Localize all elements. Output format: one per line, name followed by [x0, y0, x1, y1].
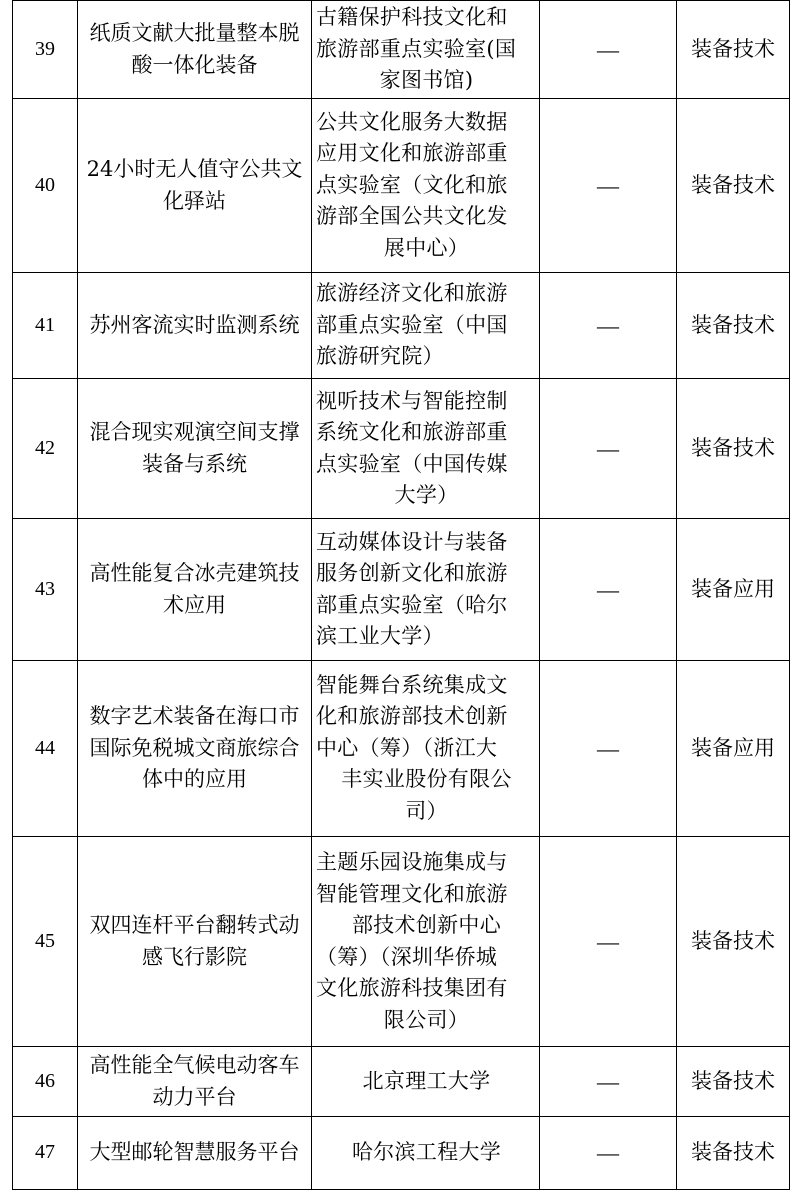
category-cell: 装备应用 [677, 519, 790, 661]
lab-line: 展中心） [383, 235, 470, 260]
note-cell: — [540, 1047, 677, 1117]
lab-name [312, 519, 540, 661]
lab-line: 司） [405, 798, 448, 823]
project-name: 24小时无人值守公共文化驿站 [78, 99, 312, 273]
project-name: 高性能全气候电动客车动力平台 [78, 1047, 312, 1117]
table-row [13, 273, 790, 379]
table-row [13, 379, 790, 519]
row-number: 45 [13, 837, 78, 1047]
lab-name [312, 837, 540, 1047]
note-cell: — [540, 837, 677, 1047]
category-cell: 装备技术 [677, 1047, 790, 1117]
lab-name [312, 99, 540, 273]
category-cell: 装备技术 [677, 837, 790, 1047]
lab-name [312, 379, 540, 519]
lab-name [312, 1047, 540, 1117]
lab-line: 家图书馆) [379, 68, 474, 93]
table-row [13, 1, 790, 99]
lab-name [312, 1117, 540, 1190]
row-number: 47 [13, 1117, 78, 1190]
category-cell: 装备技术 [677, 1117, 790, 1190]
lab-line: 智能管理文化和旅游 [316, 881, 508, 906]
lab-line: 旅游研究院） [316, 344, 444, 369]
row-number: 46 [13, 1047, 78, 1117]
note-cell: — [540, 379, 677, 519]
project-name: 高性能复合冰壳建筑技术应用 [78, 519, 312, 661]
lab-line: 古籍保护科技文化和 [316, 5, 508, 30]
projects-table [12, 0, 790, 1190]
category-cell: 装备应用 [677, 661, 790, 837]
lab-line: 点实验室（中国传媒 [316, 451, 508, 476]
lab-name [312, 273, 540, 379]
table-row [13, 1117, 790, 1190]
lab-line: 哈尔滨工程大学 [351, 1140, 502, 1165]
category-cell: 装备技术 [677, 99, 790, 273]
lab-line: 部技术创新中心 [351, 913, 502, 937]
lab-line: 丰实业股份有限公 [341, 767, 512, 792]
table-row [13, 837, 790, 1047]
table-body [13, 1, 790, 1190]
note-cell: — [540, 273, 677, 379]
lab-name [312, 1, 540, 99]
lab-line: 公共文化服务大数据 [316, 109, 508, 134]
table-row [13, 519, 790, 661]
lab-name [312, 661, 540, 837]
lab-line: 滨工业大学） [316, 624, 444, 648]
lab-line: 主题乐园设施集成与 [316, 850, 508, 874]
lab-line: 应用文化和旅游部重 [316, 141, 508, 166]
lab-line: 智能舞台系统集成文 [316, 672, 508, 697]
lab-line: 系统文化和旅游部重 [316, 420, 508, 444]
category-cell: 装备技术 [677, 379, 790, 519]
lab-line: 部重点实验室（中国 [316, 312, 508, 337]
lab-line: 限公司） [383, 1007, 470, 1032]
row-number: 42 [13, 379, 78, 519]
row-number: 39 [13, 1, 78, 99]
lab-line: 互动媒体设计与装备 [316, 529, 508, 554]
row-number: 44 [13, 661, 78, 837]
project-name: 纸质文献大批量整本脱酸一体化装备 [78, 1, 312, 99]
lab-line: 大学） [394, 483, 459, 507]
table-row [13, 99, 790, 273]
table-row [13, 1047, 790, 1117]
lab-line: 服务创新文化和旅游 [316, 561, 508, 585]
note-cell: — [540, 519, 677, 661]
lab-line: 化和旅游部技术创新 [316, 704, 508, 729]
table-row [13, 661, 790, 837]
lab-line: 游部全国公共文化发 [316, 204, 508, 229]
project-name: 双四连杆平台翻转式动感飞行影院 [78, 837, 312, 1047]
category-cell: 装备技术 [677, 273, 790, 379]
note-cell: — [540, 661, 677, 837]
lab-line: 文化旅游科技集团有 [316, 976, 508, 1000]
category-cell: 装备技术 [677, 1, 790, 99]
note-cell: — [540, 99, 677, 273]
lab-line: 北京理工大学 [362, 1068, 491, 1093]
row-number: 41 [13, 273, 78, 379]
lab-line: 点实验室（文化和旅 [316, 172, 508, 197]
project-name: 混合现实观演空间支撑装备与系统 [78, 379, 312, 519]
project-name: 大型邮轮智慧服务平台 [78, 1117, 312, 1190]
project-name: 苏州客流实时监测系统 [78, 273, 312, 379]
project-name: 数字艺术装备在海口市国际免税城文商旅综合体中的应用 [78, 661, 312, 837]
lab-line: 旅游部重点实验室(国 [316, 36, 517, 61]
row-number: 40 [13, 99, 78, 273]
lab-line: 中心（筹）（浙江大 [316, 735, 498, 760]
lab-line: 旅游经济文化和旅游 [316, 281, 508, 306]
lab-line: （筹）（深圳华侨城 [316, 944, 498, 969]
note-cell: — [540, 1117, 677, 1190]
row-number: 43 [13, 519, 78, 661]
lab-line: 视听技术与智能控制 [316, 388, 508, 413]
lab-line: 部重点实验室（哈尔 [316, 592, 508, 617]
note-cell: — [540, 1, 677, 99]
